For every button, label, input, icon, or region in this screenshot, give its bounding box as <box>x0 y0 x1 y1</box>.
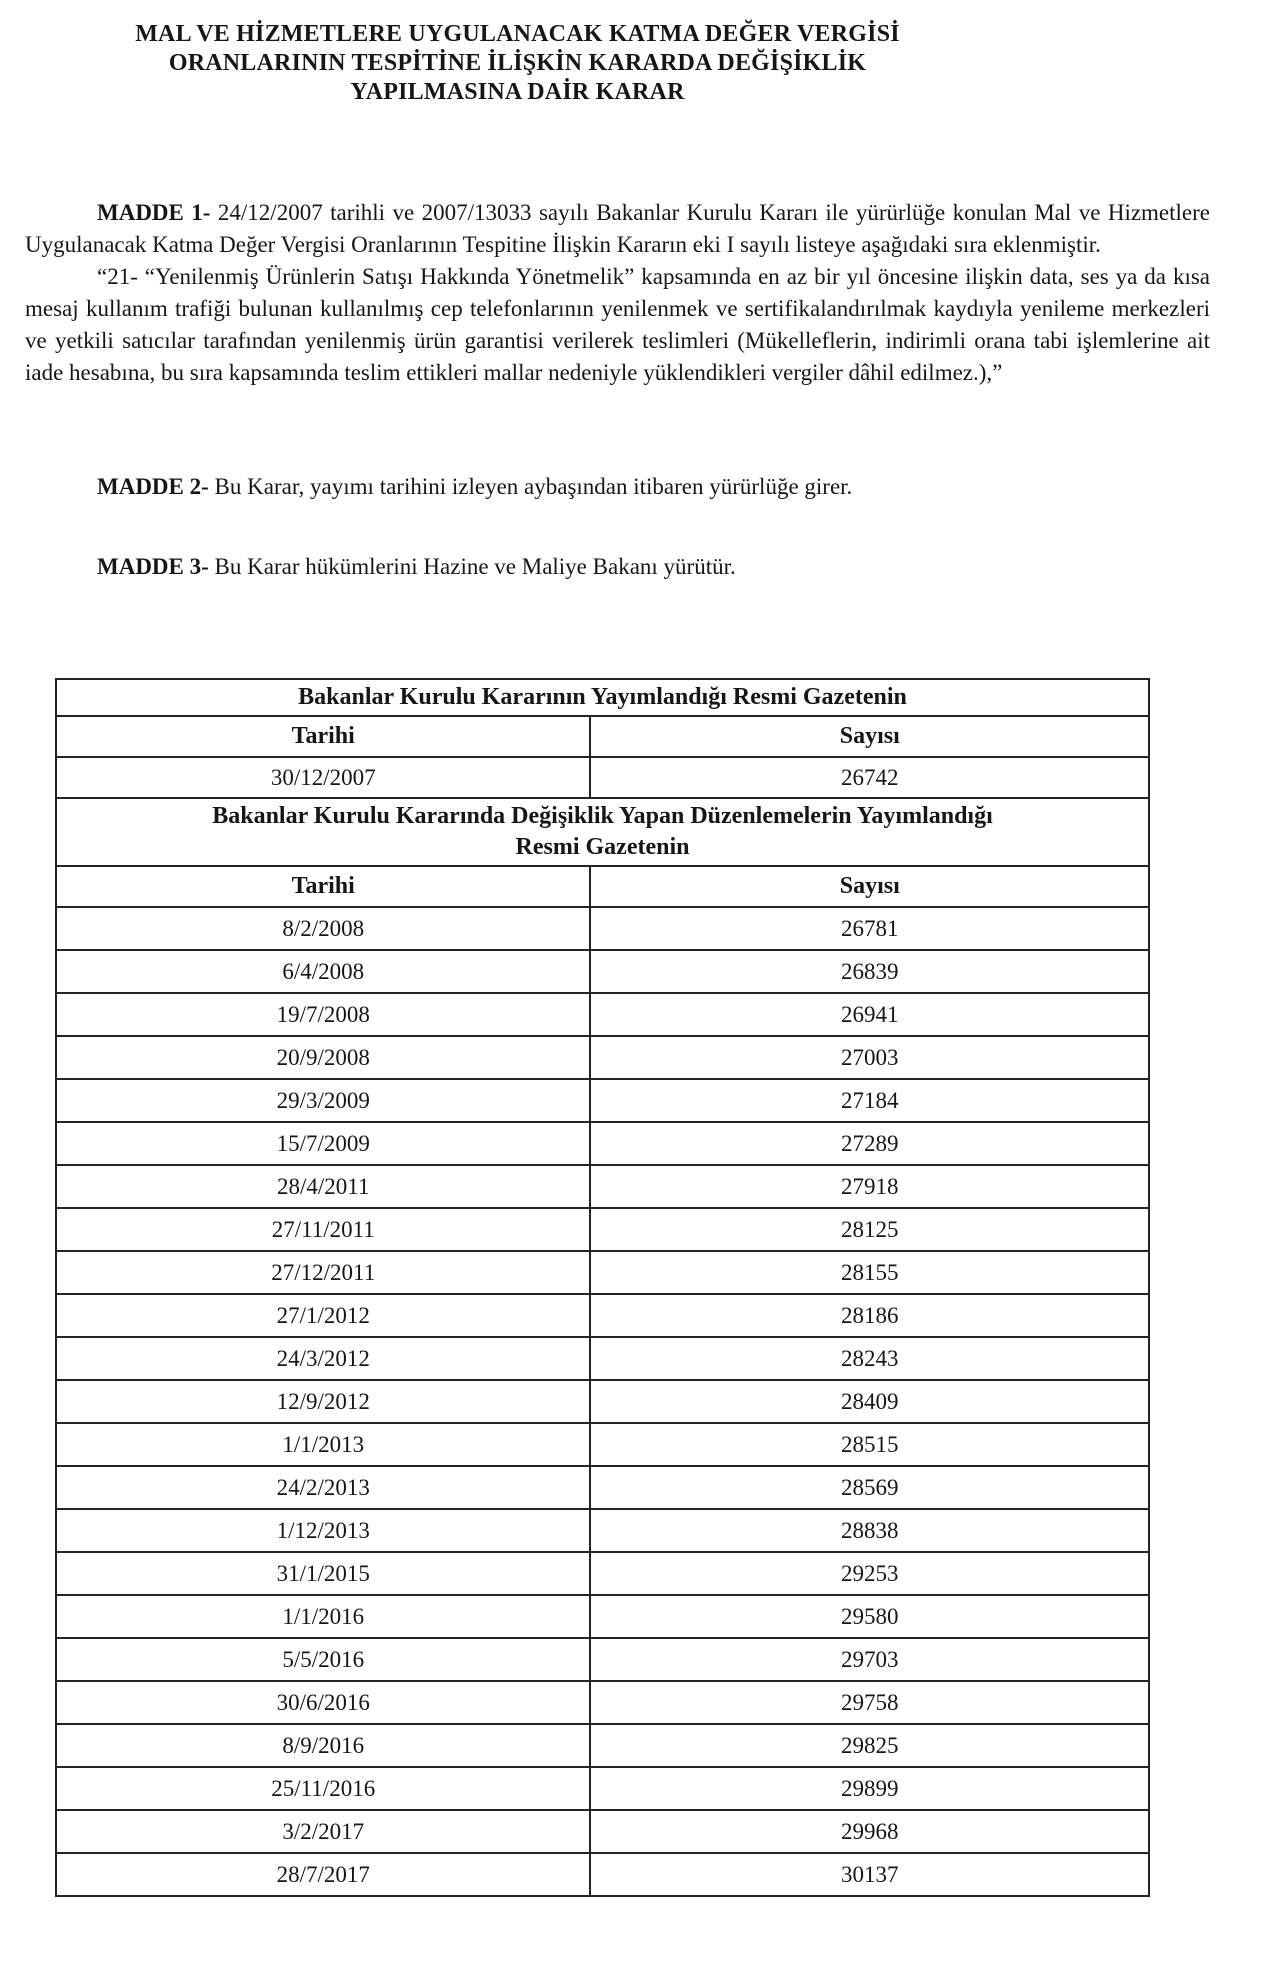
number-cell: 28125 <box>590 1208 1149 1251</box>
article-3-paragraph <box>25 551 1210 583</box>
article-1-paragraph <box>25 197 1210 261</box>
table-row <box>56 1810 1149 1853</box>
date-cell: 24/3/2012 <box>56 1337 590 1380</box>
date-cell: 24/2/2013 <box>56 1466 590 1509</box>
table-row <box>56 1036 1149 1079</box>
table-row <box>56 1595 1149 1638</box>
number-cell: 28243 <box>590 1337 1149 1380</box>
number-cell: 26781 <box>590 907 1149 950</box>
table-row <box>56 1337 1149 1380</box>
number-cell: 28515 <box>590 1423 1149 1466</box>
number-cell: 26941 <box>590 993 1149 1036</box>
number-cell: 27918 <box>590 1165 1149 1208</box>
section1-header-row <box>56 679 1149 716</box>
number-cell: 29899 <box>590 1767 1149 1810</box>
table-row <box>56 1638 1149 1681</box>
section2-header-line-2: Resmi Gazetenin <box>515 834 690 860</box>
section2-header <box>56 798 1149 866</box>
date-cell: 27/12/2011 <box>56 1251 590 1294</box>
title-line-2: ORANLARININ TESPİTİNE İLİŞKİN KARARDA DEĞİŞİKLİK <box>168 50 867 76</box>
table-row <box>56 1724 1149 1767</box>
number-cell: 29253 <box>590 1552 1149 1595</box>
table-row <box>56 1165 1149 1208</box>
number-cell: 28409 <box>590 1380 1149 1423</box>
gazette-table-section-2 <box>56 907 1149 1896</box>
table-row <box>56 1552 1149 1595</box>
date-column-header: Tarihi <box>56 716 590 757</box>
number-cell: 27289 <box>590 1122 1149 1165</box>
article-2-text: Bu Karar, yayımı tarihini izleyen aybaşından itibaren yürürlüğe girer. <box>214 474 853 499</box>
number-cell: 27184 <box>590 1079 1149 1122</box>
table-row <box>56 1208 1149 1251</box>
table-row <box>56 1853 1149 1896</box>
date-cell: 29/3/2009 <box>56 1079 590 1122</box>
article-2-paragraph <box>25 471 1210 503</box>
table-row <box>56 950 1149 993</box>
section2-header-line-1: Bakanlar Kurulu Kararında Değişiklik Yapan Düzenlemelerin Yayımlandığı <box>212 803 993 829</box>
article-2-label: MADDE 2- <box>97 474 209 499</box>
date-cell: 1/12/2013 <box>56 1509 590 1552</box>
date-cell: 27/11/2011 <box>56 1208 590 1251</box>
number-cell: 29703 <box>590 1638 1149 1681</box>
date-cell: 12/9/2012 <box>56 1380 590 1423</box>
date-cell: 30/12/2007 <box>56 757 590 798</box>
table-row <box>56 1767 1149 1810</box>
date-cell: 31/1/2015 <box>56 1552 590 1595</box>
number-column-header: Sayısı <box>590 866 1149 907</box>
title-line-1: MAL VE HİZMETLERE UYGULANACAK KATMA DEĞER VERGİSİ <box>135 21 900 47</box>
date-cell: 1/1/2016 <box>56 1595 590 1638</box>
title-line-3: YAPILMASINA DAİR KARAR <box>350 79 685 105</box>
page-title <box>25 20 1010 107</box>
table-row <box>56 1466 1149 1509</box>
article-3-text: Bu Karar hükümlerini Hazine ve Maliye Bakanı yürütür. <box>214 554 736 579</box>
number-column-header: Sayısı <box>590 716 1149 757</box>
table-row <box>56 1122 1149 1165</box>
article-1-label: MADDE 1- <box>97 200 211 225</box>
date-cell: 19/7/2008 <box>56 993 590 1036</box>
date-cell: 5/5/2016 <box>56 1638 590 1681</box>
section1-header: Bakanlar Kurulu Kararının Yayımlandığı Resmi Gazetenin <box>56 679 1149 716</box>
date-cell: 1/1/2013 <box>56 1423 590 1466</box>
section2-header-row <box>56 798 1149 866</box>
gazette-table <box>55 678 1150 1897</box>
table-row <box>56 907 1149 950</box>
number-cell: 27003 <box>590 1036 1149 1079</box>
date-cell: 15/7/2009 <box>56 1122 590 1165</box>
number-cell: 26742 <box>590 757 1149 798</box>
date-cell: 8/2/2008 <box>56 907 590 950</box>
article-3-label: MADDE 3- <box>97 554 209 579</box>
quote-paragraph: “21- “Yenilenmiş Ürünlerin Satışı Hakkında Yönetmelik” kapsamında en az bir yıl öncesine ilişkin data, ses ya da kısa mesaj kullanım trafiği bulunan kullanılmış cep telefonlarının yenilenmek ve sertifikalandırılmak kaydıyla yenileme merkezleri ve yetkili satıcılar tarafından yenilenmiş ürün garantisi verilerek teslimleri (Mükelleflerin, indirimli orana tabi işlemlerine ait iade hesabına, bu sıra kapsamında teslim ettikleri mallar nedeniyle yüklendikleri vergiler dâhil edilmez.),” <box>25 264 1210 385</box>
article-1-text: 24/12/2007 tarihli ve 2007/13033 sayılı Bakanlar Kurulu Kararı ile yürürlüğe konulan Mal ve Hizmetlere Uygulanacak Katma Değer Vergisi Oranlarının Tespitine İlişkin Kararın eki I sayılı listeye aşağıdaki sıra eklenmiştir. <box>25 200 1211 257</box>
number-cell: 28569 <box>590 1466 1149 1509</box>
date-cell: 8/9/2016 <box>56 1724 590 1767</box>
date-cell: 6/4/2008 <box>56 950 590 993</box>
date-cell: 28/4/2011 <box>56 1165 590 1208</box>
table-row <box>56 1509 1149 1552</box>
number-cell: 29968 <box>590 1810 1149 1853</box>
number-cell: 28155 <box>590 1251 1149 1294</box>
date-cell: 25/11/2016 <box>56 1767 590 1810</box>
section1-column-header-row <box>56 716 1149 757</box>
date-cell: 20/9/2008 <box>56 1036 590 1079</box>
number-cell: 30137 <box>590 1853 1149 1896</box>
table-row <box>56 1251 1149 1294</box>
number-cell: 26839 <box>590 950 1149 993</box>
table-row <box>56 1423 1149 1466</box>
date-cell: 3/2/2017 <box>56 1810 590 1853</box>
number-cell: 29825 <box>590 1724 1149 1767</box>
number-cell: 29758 <box>590 1681 1149 1724</box>
table-row <box>56 757 1149 798</box>
gazette-table-section-1 <box>56 679 1149 907</box>
date-column-header: Tarihi <box>56 866 590 907</box>
table-row <box>56 1681 1149 1724</box>
table-row <box>56 1380 1149 1423</box>
section2-column-header-row <box>56 866 1149 907</box>
table-row <box>56 1294 1149 1337</box>
table-row <box>56 993 1149 1036</box>
number-cell: 29580 <box>590 1595 1149 1638</box>
number-cell: 28186 <box>590 1294 1149 1337</box>
table-row <box>56 1079 1149 1122</box>
date-cell: 27/1/2012 <box>56 1294 590 1337</box>
date-cell: 28/7/2017 <box>56 1853 590 1896</box>
date-cell: 30/6/2016 <box>56 1681 590 1724</box>
number-cell: 28838 <box>590 1509 1149 1552</box>
